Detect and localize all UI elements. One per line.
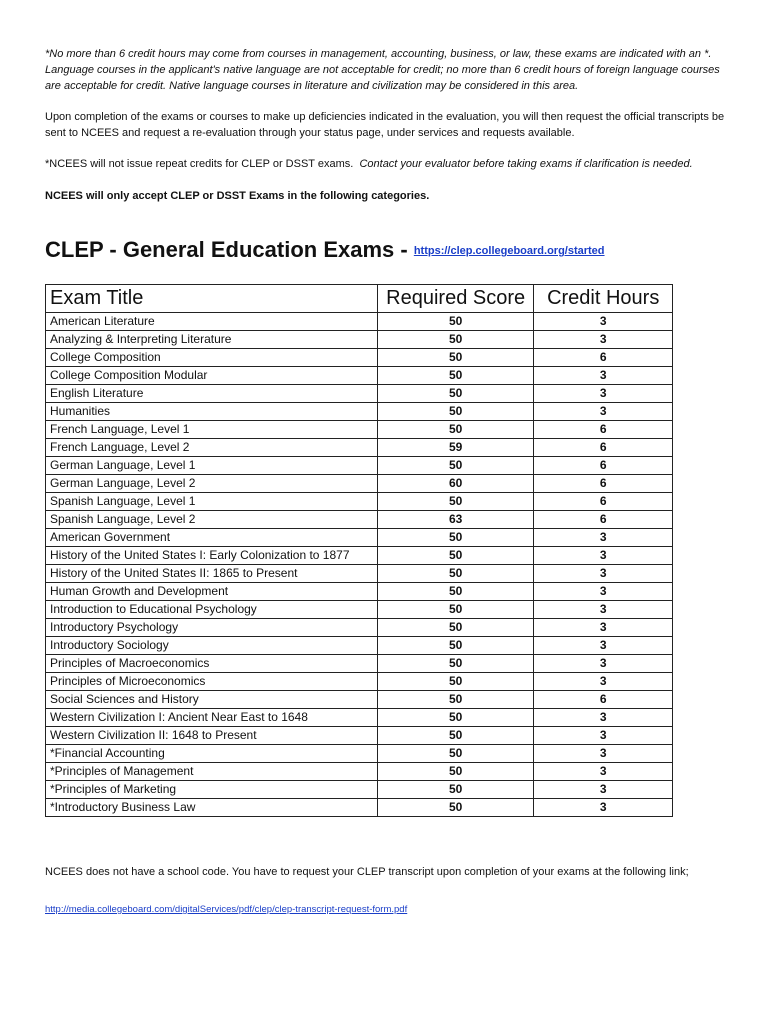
exam-title-cell: Principles of Macroeconomics xyxy=(46,655,378,673)
table-row xyxy=(46,637,673,655)
table-row xyxy=(46,439,673,457)
required-score-cell: 50 xyxy=(377,313,534,331)
exam-title-cell: *Introductory Business Law xyxy=(46,799,378,817)
table-row xyxy=(46,475,673,493)
table-row xyxy=(46,619,673,637)
exam-title-cell: Introductory Psychology xyxy=(46,619,378,637)
school-code-note: NCEES does not have a school code. You have to request your CLEP transcript upon completion of your exams at the following link; xyxy=(45,866,689,878)
credit-hours-cell: 6 xyxy=(534,349,673,367)
required-score-cell: 50 xyxy=(377,385,534,403)
credit-hours-cell: 3 xyxy=(534,565,673,583)
credit-limit-note: *No more than 6 credit hours may come from courses in management, accounting, business, or law, these exams are indicated with an *. Language courses in the applicant's native language are not acceptable for credit; no more than 6 credit hours of foreign language courses are acceptable for credit. Native language courses in literature and civilization may be considered in this area. xyxy=(45,48,720,92)
exam-title-cell: Introduction to Educational Psychology xyxy=(46,601,378,619)
table-row xyxy=(46,367,673,385)
section-heading xyxy=(45,237,605,263)
table-row xyxy=(46,763,673,781)
credit-hours-cell: 3 xyxy=(534,745,673,763)
header-exam-title: Exam Title xyxy=(46,285,378,313)
required-score-cell: 50 xyxy=(377,619,534,637)
credit-hours-cell: 6 xyxy=(534,511,673,529)
table-row xyxy=(46,403,673,421)
credit-hours-cell: 3 xyxy=(534,529,673,547)
reevaluation-note: Upon completion of the exams or courses to make up deficiencies indicated in the evaluation, you will then request the official transcripts be sent to NCEES and request a re-evaluation through your status page, under services and requests available. xyxy=(45,111,725,139)
table-row xyxy=(46,799,673,817)
credit-hours-cell: 6 xyxy=(534,457,673,475)
table-row xyxy=(46,745,673,763)
credit-hours-cell: 3 xyxy=(534,403,673,421)
table-row xyxy=(46,529,673,547)
transcript-request-link[interactable]: http://media.collegeboard.com/digitalServices/pdf/clep/clep-transcript-request-form.pdf xyxy=(45,904,408,915)
required-score-cell: 60 xyxy=(377,475,534,493)
exam-title-cell: Western Civilization II: 1648 to Present xyxy=(46,727,378,745)
exam-title-cell: Spanish Language, Level 2 xyxy=(46,511,378,529)
required-score-cell: 50 xyxy=(377,583,534,601)
table-row xyxy=(46,493,673,511)
required-score-cell: 50 xyxy=(377,547,534,565)
required-score-cell: 50 xyxy=(377,349,534,367)
required-score-cell: 50 xyxy=(377,403,534,421)
clep-started-link[interactable]: https://clep.collegeboard.org/started xyxy=(413,245,605,257)
credit-hours-cell: 6 xyxy=(534,421,673,439)
table-row xyxy=(46,601,673,619)
credit-hours-cell: 3 xyxy=(534,601,673,619)
required-score-cell: 50 xyxy=(377,745,534,763)
exam-title-cell: College Composition Modular xyxy=(46,367,378,385)
table-row xyxy=(46,781,673,799)
required-score-cell: 50 xyxy=(377,565,534,583)
exam-title-cell: History of the United States I: Early Colonization to 1877 xyxy=(46,547,378,565)
exam-title-cell: English Literature xyxy=(46,385,378,403)
exam-title-cell: College Composition xyxy=(46,349,378,367)
credit-hours-cell: 3 xyxy=(534,673,673,691)
credit-hours-cell: 3 xyxy=(534,637,673,655)
table-row xyxy=(46,421,673,439)
required-score-cell: 63 xyxy=(377,511,534,529)
table-row xyxy=(46,583,673,601)
credit-hours-cell: 3 xyxy=(534,727,673,745)
credit-hours-cell: 3 xyxy=(534,799,673,817)
exam-title-cell: Introductory Sociology xyxy=(46,637,378,655)
table-row xyxy=(46,457,673,475)
table-row xyxy=(46,385,673,403)
table-row xyxy=(46,655,673,673)
exam-title-cell: Social Sciences and History xyxy=(46,691,378,709)
required-score-cell: 50 xyxy=(377,763,534,781)
exam-title-cell: American Government xyxy=(46,529,378,547)
credit-hours-cell: 3 xyxy=(534,655,673,673)
credit-hours-cell: 3 xyxy=(534,619,673,637)
table-row xyxy=(46,565,673,583)
table-row xyxy=(46,313,673,331)
exam-title-cell: Analyzing & Interpreting Literature xyxy=(46,331,378,349)
table-row xyxy=(46,547,673,565)
credit-hours-cell: 3 xyxy=(534,709,673,727)
required-score-cell: 50 xyxy=(377,601,534,619)
required-score-cell: 50 xyxy=(377,637,534,655)
exam-title-cell: French Language, Level 1 xyxy=(46,421,378,439)
table-row xyxy=(46,511,673,529)
header-credit-hours: Credit Hours xyxy=(534,285,673,313)
required-score-cell: 50 xyxy=(377,781,534,799)
exam-title-cell: Human Growth and Development xyxy=(46,583,378,601)
exam-title-cell: *Principles of Marketing xyxy=(46,781,378,799)
required-score-cell: 50 xyxy=(377,367,534,385)
exam-title-cell: Principles of Microeconomics xyxy=(46,673,378,691)
credit-hours-cell: 3 xyxy=(534,781,673,799)
accepted-exams-statement: NCEES will only accept CLEP or DSST Exams in the following categories. xyxy=(45,190,430,202)
repeat-credit-text: *NCEES will not issue repeat credits for CLEP or DSST exams. xyxy=(45,158,354,170)
table-row xyxy=(46,673,673,691)
credit-hours-cell: 3 xyxy=(534,547,673,565)
exam-title-cell: Western Civilization I: Ancient Near East to 1648 xyxy=(46,709,378,727)
exam-title-cell: Humanities xyxy=(46,403,378,421)
exam-title-cell: German Language, Level 1 xyxy=(46,457,378,475)
exam-title-cell: Spanish Language, Level 1 xyxy=(46,493,378,511)
header-required-score: Required Score xyxy=(377,285,534,313)
table-header-row xyxy=(46,285,673,313)
credit-hours-cell: 6 xyxy=(534,493,673,511)
exam-title-cell: *Principles of Management xyxy=(46,763,378,781)
table-row xyxy=(46,349,673,367)
exam-title-cell: History of the United States II: 1865 to Present xyxy=(46,565,378,583)
credit-hours-cell: 3 xyxy=(534,313,673,331)
credit-hours-cell: 6 xyxy=(534,691,673,709)
table-row xyxy=(46,709,673,727)
required-score-cell: 50 xyxy=(377,457,534,475)
credit-hours-cell: 6 xyxy=(534,475,673,493)
required-score-cell: 50 xyxy=(377,331,534,349)
required-score-cell: 50 xyxy=(377,799,534,817)
credit-hours-cell: 3 xyxy=(534,385,673,403)
credit-hours-cell: 3 xyxy=(534,331,673,349)
exam-title-cell: American Literature xyxy=(46,313,378,331)
required-score-cell: 50 xyxy=(377,493,534,511)
repeat-credit-note xyxy=(45,156,725,172)
required-score-cell: 59 xyxy=(377,439,534,457)
table-row xyxy=(46,331,673,349)
table-row xyxy=(46,727,673,745)
required-score-cell: 50 xyxy=(377,709,534,727)
required-score-cell: 50 xyxy=(377,673,534,691)
credit-hours-cell: 6 xyxy=(534,439,673,457)
credit-hours-cell: 3 xyxy=(534,583,673,601)
clep-exams-table xyxy=(45,284,673,817)
section-title: CLEP - General Education Exams - xyxy=(45,237,408,262)
exam-title-cell: *Financial Accounting xyxy=(46,745,378,763)
required-score-cell: 50 xyxy=(377,691,534,709)
required-score-cell: 50 xyxy=(377,529,534,547)
exam-title-cell: German Language, Level 2 xyxy=(46,475,378,493)
table-row xyxy=(46,691,673,709)
required-score-cell: 50 xyxy=(377,727,534,745)
exam-title-cell: French Language, Level 2 xyxy=(46,439,378,457)
credit-hours-cell: 3 xyxy=(534,367,673,385)
credit-hours-cell: 3 xyxy=(534,763,673,781)
required-score-cell: 50 xyxy=(377,421,534,439)
contact-evaluator-text: Contact your evaluator before taking exams if clarification is needed. xyxy=(359,158,693,170)
required-score-cell: 50 xyxy=(377,655,534,673)
